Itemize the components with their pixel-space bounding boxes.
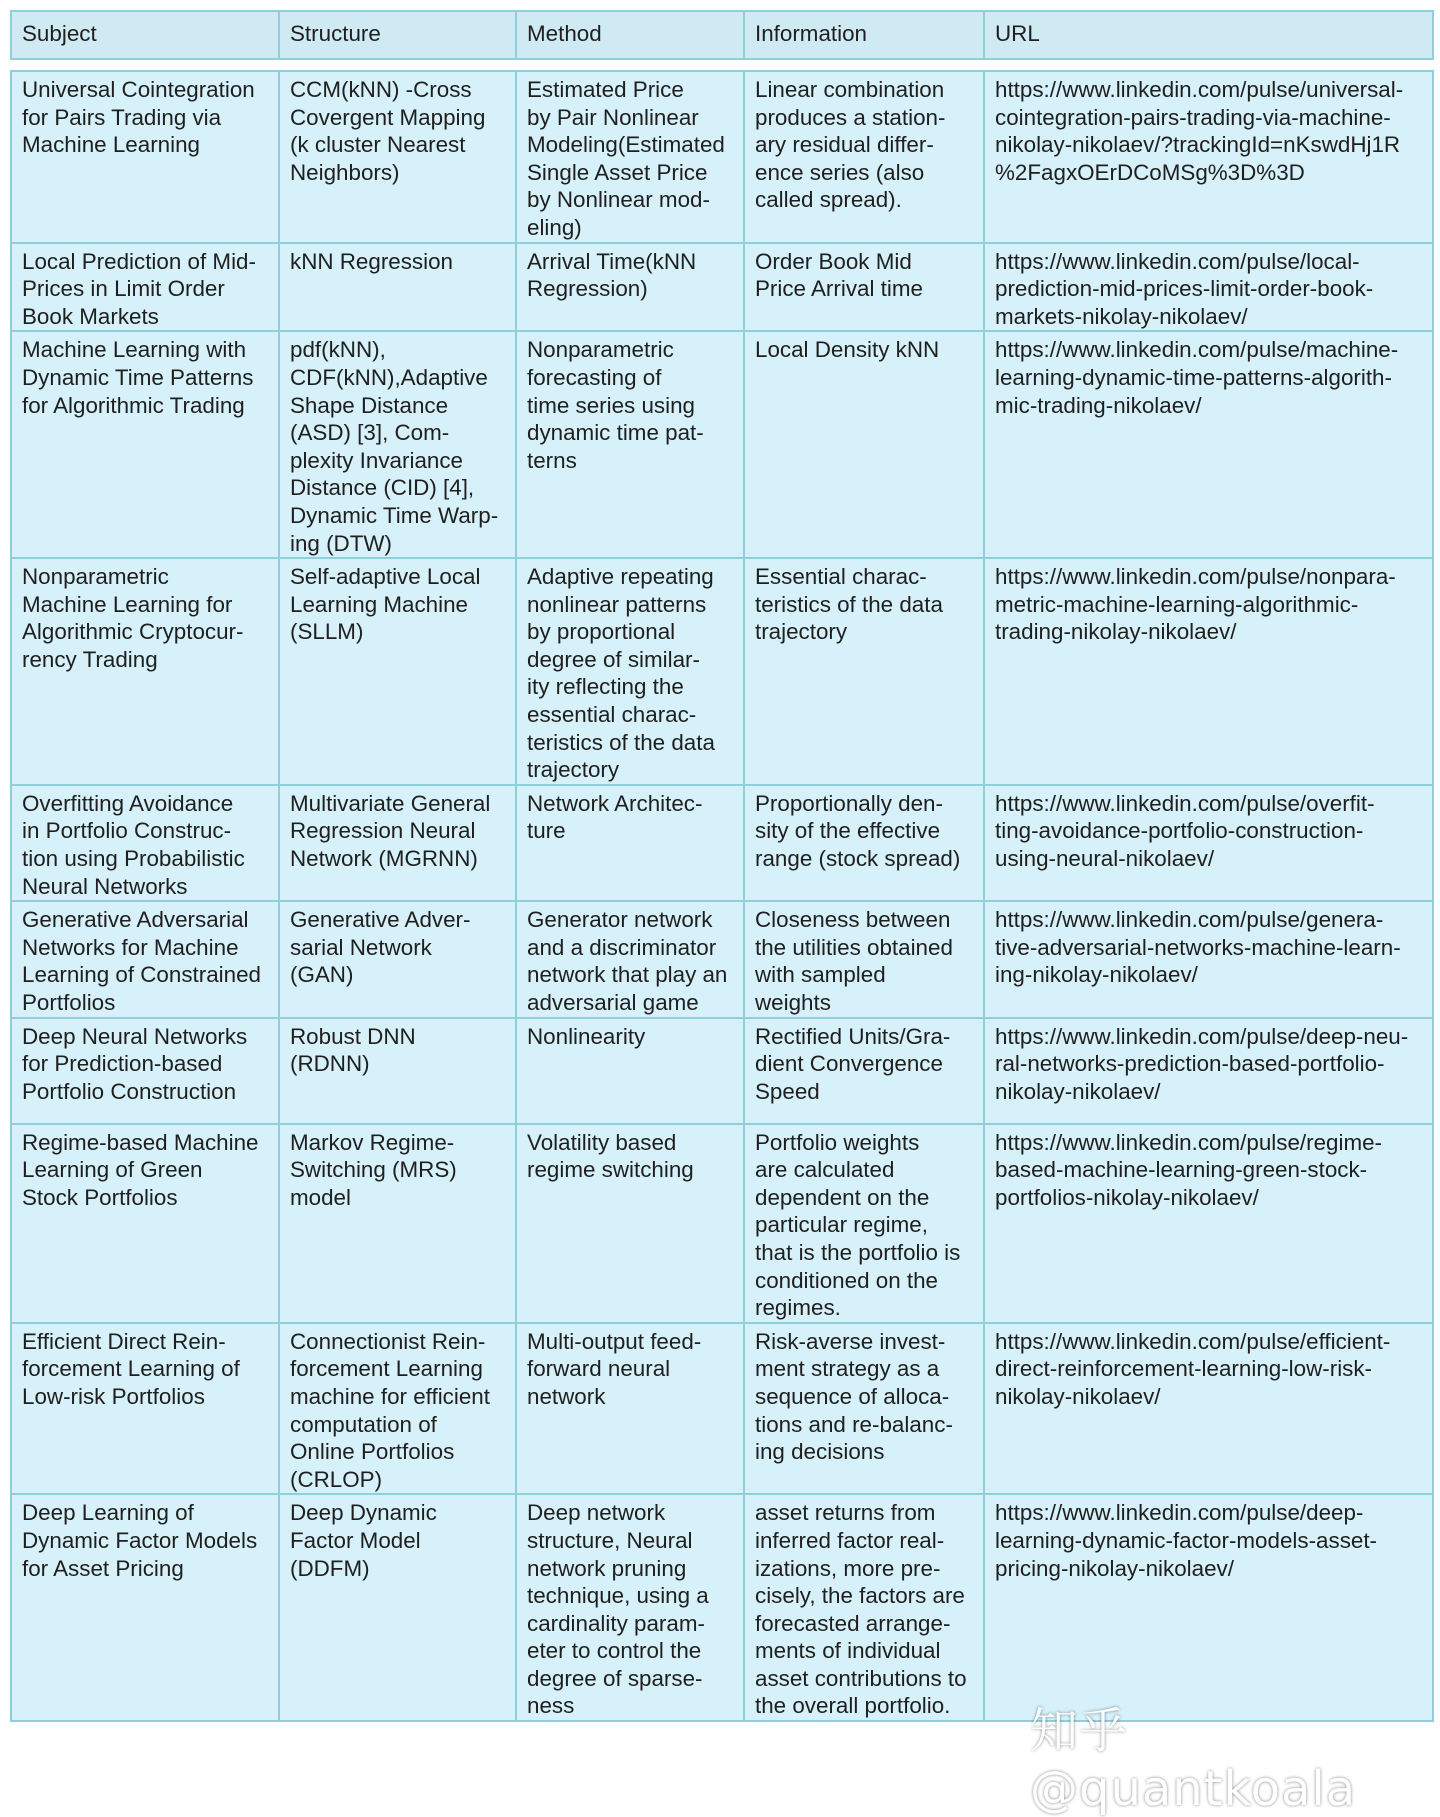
information-cell: asset returns from inferred factor real- izations, more pre- cisely, the factors are forecasted arrange- ments of individual asset contributions to the overall portfolio. <box>744 1494 984 1721</box>
method-cell: Arrival Time(kNN Regression) <box>516 243 744 332</box>
comparison-table <box>10 10 1434 1722</box>
url-cell: https://www.linkedin.com/pulse/regime- based-machine-learning-green-stock- portfolios-nikolay-nikolaev/ <box>984 1124 1433 1323</box>
structure-cell: Robust DNN (RDNN) <box>279 1018 516 1124</box>
structure-cell: CCM(kNN) -Cross Covergent Mapping (k cluster Nearest Neighbors) <box>279 71 516 243</box>
information-cell: Order Book Mid Price Arrival time <box>744 243 984 332</box>
information-cell: Linear combination produces a station- ary residual differ- ence series (also called spread). <box>744 71 984 243</box>
url-cell: https://www.linkedin.com/pulse/deep- learning-dynamic-factor-models-asset- pricing-nikolay-nikolaev/ <box>984 1494 1433 1721</box>
method-cell: Deep network structure, Neural network pruning technique, using a cardinality param- eter to control the degree of sparse- ness <box>516 1494 744 1721</box>
header-url: URL <box>984 11 1433 59</box>
url-cell: https://www.linkedin.com/pulse/overfit- ting-avoidance-portfolio-construction- using-neural-nikolaev/ <box>984 785 1433 901</box>
header-information: Information <box>744 11 984 59</box>
structure-cell: pdf(kNN), CDF(kNN),Adaptive Shape Distance (ASD) [3], Com- plexity Invariance Distance (CID) [4], Dynamic Time Warp- ing (DTW) <box>279 331 516 558</box>
table-row <box>11 901 1433 1017</box>
method-cell: Adaptive repeating nonlinear patterns by proportional degree of similar- ity reflecting the essential charac- teristics of the data trajectory <box>516 558 744 785</box>
subject-cell: Machine Learning with Dynamic Time Patterns for Algorithmic Trading <box>11 331 279 558</box>
table-row <box>11 71 1433 243</box>
table-body <box>11 11 1433 1721</box>
table-row <box>11 243 1433 332</box>
method-cell: Estimated Price by Pair Nonlinear Modeling(Estimated Single Asset Price by Nonlinear mod- eling) <box>516 71 744 243</box>
url-cell: https://www.linkedin.com/pulse/local- prediction-mid-prices-limit-order-book- markets-nikolay-nikolaev/ <box>984 243 1433 332</box>
url-cell: https://www.linkedin.com/pulse/universal- cointegration-pairs-trading-via-machine- nikolay-nikolaev/?trackingId=nKswdHj1R %2FagxOErDCoMSg%3D%3D <box>984 71 1433 243</box>
subject-cell: Efficient Direct Rein- forcement Learning of Low-risk Portfolios <box>11 1323 279 1495</box>
url-cell: https://www.linkedin.com/pulse/machine- learning-dynamic-time-patterns-algorith- mic-trading-nikolaev/ <box>984 331 1433 558</box>
table-row <box>11 1494 1433 1721</box>
structure-cell: Deep Dynamic Factor Model (DDFM) <box>279 1494 516 1721</box>
table-row <box>11 1018 1433 1124</box>
structure-cell: Connectionist Rein- forcement Learning machine for efficient computation of Online Portfolios (CRLOP) <box>279 1323 516 1495</box>
information-cell: Rectified Units/Gra- dient Convergence Speed <box>744 1018 984 1124</box>
structure-cell: Multivariate General Regression Neural Network (MGRNN) <box>279 785 516 901</box>
subject-cell: Deep Learning of Dynamic Factor Models for Asset Pricing <box>11 1494 279 1721</box>
subject-cell: Deep Neural Networks for Prediction-based Portfolio Construction <box>11 1018 279 1124</box>
subject-cell: Nonparametric Machine Learning for Algorithmic Cryptocur- rency Trading <box>11 558 279 785</box>
subject-cell: Overfitting Avoidance in Portfolio Construc- tion using Probabilistic Neural Networks <box>11 785 279 901</box>
information-cell: Essential charac- teristics of the data trajectory <box>744 558 984 785</box>
information-cell: Local Density kNN <box>744 331 984 558</box>
header-method: Method <box>516 11 744 59</box>
information-cell: Closeness between the utilities obtained with sampled weights <box>744 901 984 1017</box>
information-cell: Proportionally den- sity of the effective range (stock spread) <box>744 785 984 901</box>
url-cell: https://www.linkedin.com/pulse/deep-neu- ral-networks-prediction-based-portfolio- nikolay-nikolaev/ <box>984 1018 1433 1124</box>
method-cell: Generator network and a discriminator network that play an adversarial game <box>516 901 744 1017</box>
header-row <box>11 11 1433 59</box>
table-row <box>11 1124 1433 1323</box>
spacer-cell <box>11 59 1433 71</box>
structure-cell: Self-adaptive Local Learning Machine (SLLM) <box>279 558 516 785</box>
method-cell: Network Architec- ture <box>516 785 744 901</box>
subject-cell: Local Prediction of Mid- Prices in Limit Order Book Markets <box>11 243 279 332</box>
subject-cell: Universal Cointegration for Pairs Trading via Machine Learning <box>11 71 279 243</box>
subject-cell: Regime-based Machine Learning of Green Stock Portfolios <box>11 1124 279 1323</box>
information-cell: Risk-averse invest- ment strategy as a sequence of alloca- tions and re-balanc- ing decisions <box>744 1323 984 1495</box>
subject-cell: Generative Adversarial Networks for Machine Learning of Constrained Portfolios <box>11 901 279 1017</box>
table-row <box>11 1323 1433 1495</box>
method-cell: Volatility based regime switching <box>516 1124 744 1323</box>
table-row <box>11 785 1433 901</box>
header-spacer <box>11 59 1433 71</box>
url-cell: https://www.linkedin.com/pulse/genera- tive-adversarial-networks-machine-learn- ing-nikolay-nikolaev/ <box>984 901 1433 1017</box>
table-row <box>11 331 1433 558</box>
method-cell: Multi-output feed- forward neural network <box>516 1323 744 1495</box>
structure-cell: Generative Adver- sarial Network (GAN) <box>279 901 516 1017</box>
header-subject: Subject <box>11 11 279 59</box>
table-row <box>11 558 1433 785</box>
structure-cell: Markov Regime- Switching (MRS) model <box>279 1124 516 1323</box>
url-cell: https://www.linkedin.com/pulse/efficient- direct-reinforcement-learning-low-risk- nikolay-nikolaev/ <box>984 1323 1433 1495</box>
structure-cell: kNN Regression <box>279 243 516 332</box>
header-structure: Structure <box>279 11 516 59</box>
watermark: 知乎 @quantkoala <box>1030 1703 1357 1817</box>
method-cell: Nonparametric forecasting of time series using dynamic time pat- terns <box>516 331 744 558</box>
information-cell: Portfolio weights are calculated dependent on the particular regime, that is the portfolio is conditioned on the regimes. <box>744 1124 984 1323</box>
url-cell: https://www.linkedin.com/pulse/nonpara- metric-machine-learning-algorithmic- trading-nikolay-nikolaev/ <box>984 558 1433 785</box>
method-cell: Nonlinearity <box>516 1018 744 1124</box>
